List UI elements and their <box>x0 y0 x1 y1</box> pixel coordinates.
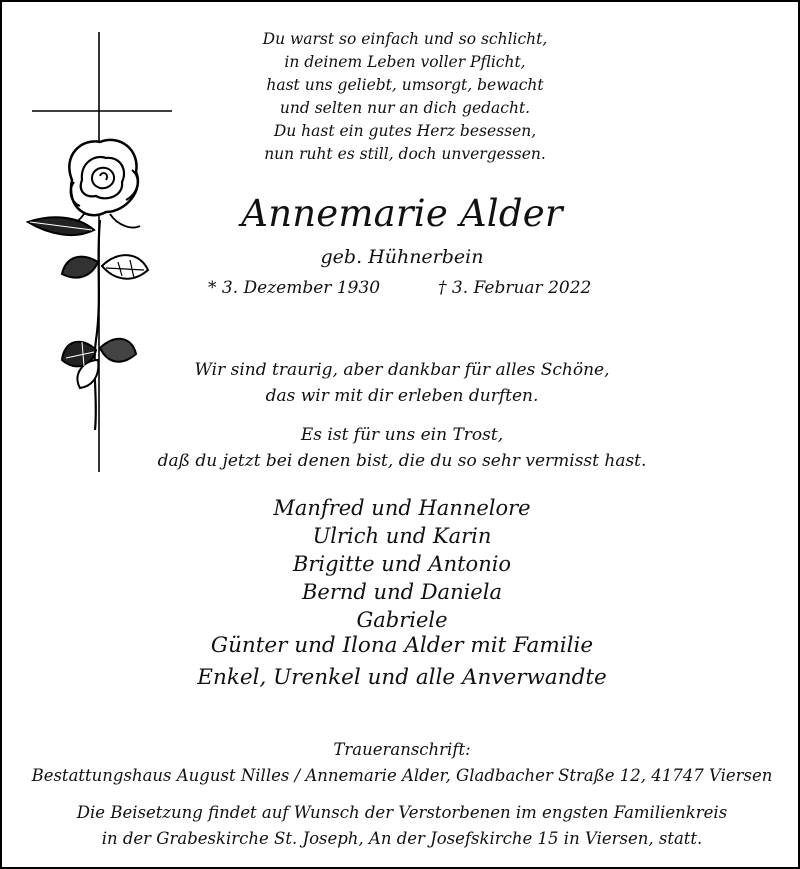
poem-line: hast uns geliebt, umsorgt, bewacht <box>266 76 544 94</box>
poem-line: Du hast ein gutes Herz besessen, <box>273 122 537 140</box>
family-member: Enkel, Urenkel und alle Anverwandte <box>197 665 607 690</box>
message-line: daß du jetzt bei denen bist, die du so sehr vermisst hast. <box>157 451 647 471</box>
poem-line: Du warst so einfach und so schlicht, <box>262 30 548 48</box>
family-member: Bernd und Daniela <box>302 580 502 604</box>
extended-family-list <box>2 630 800 694</box>
address-label: Traueranschrift: <box>333 740 471 759</box>
burial-line: in der Grabeskirche St. Joseph, An der Josefskirche 15 in Viersen, statt. <box>101 829 703 848</box>
message-comfort <box>2 422 800 474</box>
poem-line: und selten nur an dich gedacht. <box>279 99 531 117</box>
birth-date: * 3. Dezember 1930 <box>208 278 381 298</box>
family-member: Brigitte und Antonio <box>292 552 512 576</box>
message-gratitude <box>2 357 800 409</box>
family-member: Günter und Ilona Alder mit Familie <box>210 633 594 658</box>
message-line: Es ist für uns ein Trost, <box>300 425 504 445</box>
family-member: Manfred und Hannelore <box>273 496 531 520</box>
poem <box>2 28 800 166</box>
poem-line: in deinem Leben voller Pflicht, <box>284 53 526 71</box>
burial-notice <box>2 800 800 852</box>
family-member: Ulrich und Karin <box>312 524 492 548</box>
maiden-name: geb. Hühnerbein <box>320 246 484 268</box>
poem-line: nun ruht es still, doch unvergessen. <box>264 145 546 163</box>
death-date: † 3. Februar 2022 <box>438 278 592 298</box>
message-line: Wir sind traurig, aber dankbar für alles Schöne, <box>194 360 610 380</box>
burial-line: Die Beisetzung findet auf Wunsch der Verstorbenen im engsten Familienkreis <box>76 803 728 822</box>
family-list <box>2 494 800 634</box>
mourning-address <box>2 737 800 789</box>
message-line: das wir mit dir erleben durften. <box>265 386 539 406</box>
address-text: Bestattungshaus August Nilles / Annemarie Alder, Gladbacher Straße 12, 41747 Viersen <box>31 766 773 785</box>
deceased-name: Annemarie Alder <box>241 192 563 235</box>
family-member: Gabriele <box>356 608 448 632</box>
